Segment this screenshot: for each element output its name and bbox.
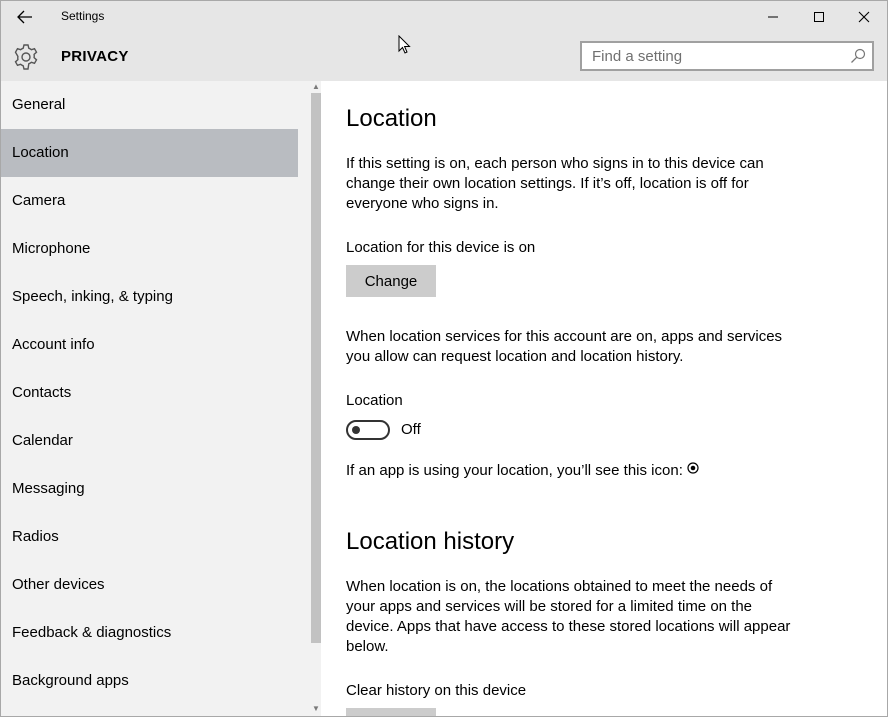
location-heading: Location bbox=[346, 105, 437, 132]
search-icon[interactable] bbox=[850, 48, 866, 64]
change-button[interactable]: Change bbox=[346, 265, 436, 297]
location-indicator-icon bbox=[687, 462, 699, 474]
scroll-thumb[interactable] bbox=[311, 93, 321, 643]
location-toggle[interactable] bbox=[346, 420, 390, 440]
minimize-button[interactable] bbox=[750, 1, 796, 33]
sidebar-item-other-devices[interactable]: Other devices bbox=[12, 576, 105, 593]
maximize-icon bbox=[813, 11, 825, 23]
device-location-status: Location for this device is on bbox=[346, 239, 536, 256]
title-bar bbox=[1, 1, 887, 33]
toggle-knob bbox=[352, 426, 360, 434]
sidebar-item-speech[interactable]: Speech, inking, & typing bbox=[12, 288, 173, 305]
scroll-up-icon[interactable]: ▲ bbox=[312, 82, 320, 91]
sidebar-item-calendar[interactable]: Calendar bbox=[12, 432, 73, 449]
sidebar-item-general[interactable]: General bbox=[12, 96, 66, 113]
location-toggle-label: Location bbox=[346, 392, 403, 409]
back-arrow-icon bbox=[17, 10, 33, 24]
sidebar-nav bbox=[1, 81, 321, 705]
clear-button[interactable] bbox=[346, 708, 436, 716]
sidebar-item-feedback[interactable]: Feedback & diagnostics bbox=[12, 624, 172, 641]
back-button[interactable] bbox=[9, 3, 41, 31]
content-pane bbox=[321, 81, 887, 716]
sidebar bbox=[1, 81, 321, 716]
page-header bbox=[1, 33, 887, 81]
location-description: If this setting is on, each person who signs in to this device can change their own location settings. If it’s off, location is off for everyone who signs in. bbox=[346, 155, 764, 212]
maximize-button[interactable] bbox=[796, 1, 842, 33]
sidebar-item-camera[interactable]: Camera bbox=[12, 192, 66, 209]
sidebar-scrollbar[interactable] bbox=[310, 81, 321, 716]
sidebar-item-account-info[interactable]: Account info bbox=[12, 336, 95, 353]
scroll-down-icon[interactable]: ▼ bbox=[312, 704, 320, 713]
sidebar-item-background-apps[interactable]: Background apps bbox=[12, 672, 129, 689]
icon-note-text: If an app is using your location, you’ll see this icon: bbox=[346, 462, 683, 479]
search-input[interactable] bbox=[582, 43, 852, 69]
location-toggle-state: Off bbox=[401, 421, 421, 438]
close-icon bbox=[858, 11, 870, 23]
sidebar-item-radios[interactable]: Radios bbox=[12, 528, 59, 545]
sidebar-item-contacts[interactable]: Contacts bbox=[12, 384, 72, 401]
services-description: When location services for this account are on, apps and services you allow can request location and location history. bbox=[346, 328, 783, 365]
window-title: Settings bbox=[61, 9, 105, 23]
search-box[interactable] bbox=[580, 41, 874, 71]
location-icon-note bbox=[346, 462, 699, 479]
sidebar-item-microphone[interactable]: Microphone bbox=[12, 240, 91, 257]
minimize-icon bbox=[767, 11, 779, 23]
sidebar-item-messaging[interactable]: Messaging bbox=[12, 480, 85, 497]
location-history-description: When location is on, the locations obtained to meet the needs of your apps and services will be stored for a limited time on the device. Apps that have access to these stored locations will appear below. bbox=[346, 578, 791, 655]
page-title: PRIVACY bbox=[61, 48, 129, 65]
close-button[interactable] bbox=[841, 1, 887, 33]
location-history-heading: Location history bbox=[346, 528, 515, 555]
clear-history-label: Clear history on this device bbox=[346, 682, 527, 699]
sidebar-item-location[interactable]: Location bbox=[1, 129, 298, 177]
mouse-cursor-icon bbox=[398, 35, 412, 55]
gear-icon bbox=[12, 43, 40, 71]
